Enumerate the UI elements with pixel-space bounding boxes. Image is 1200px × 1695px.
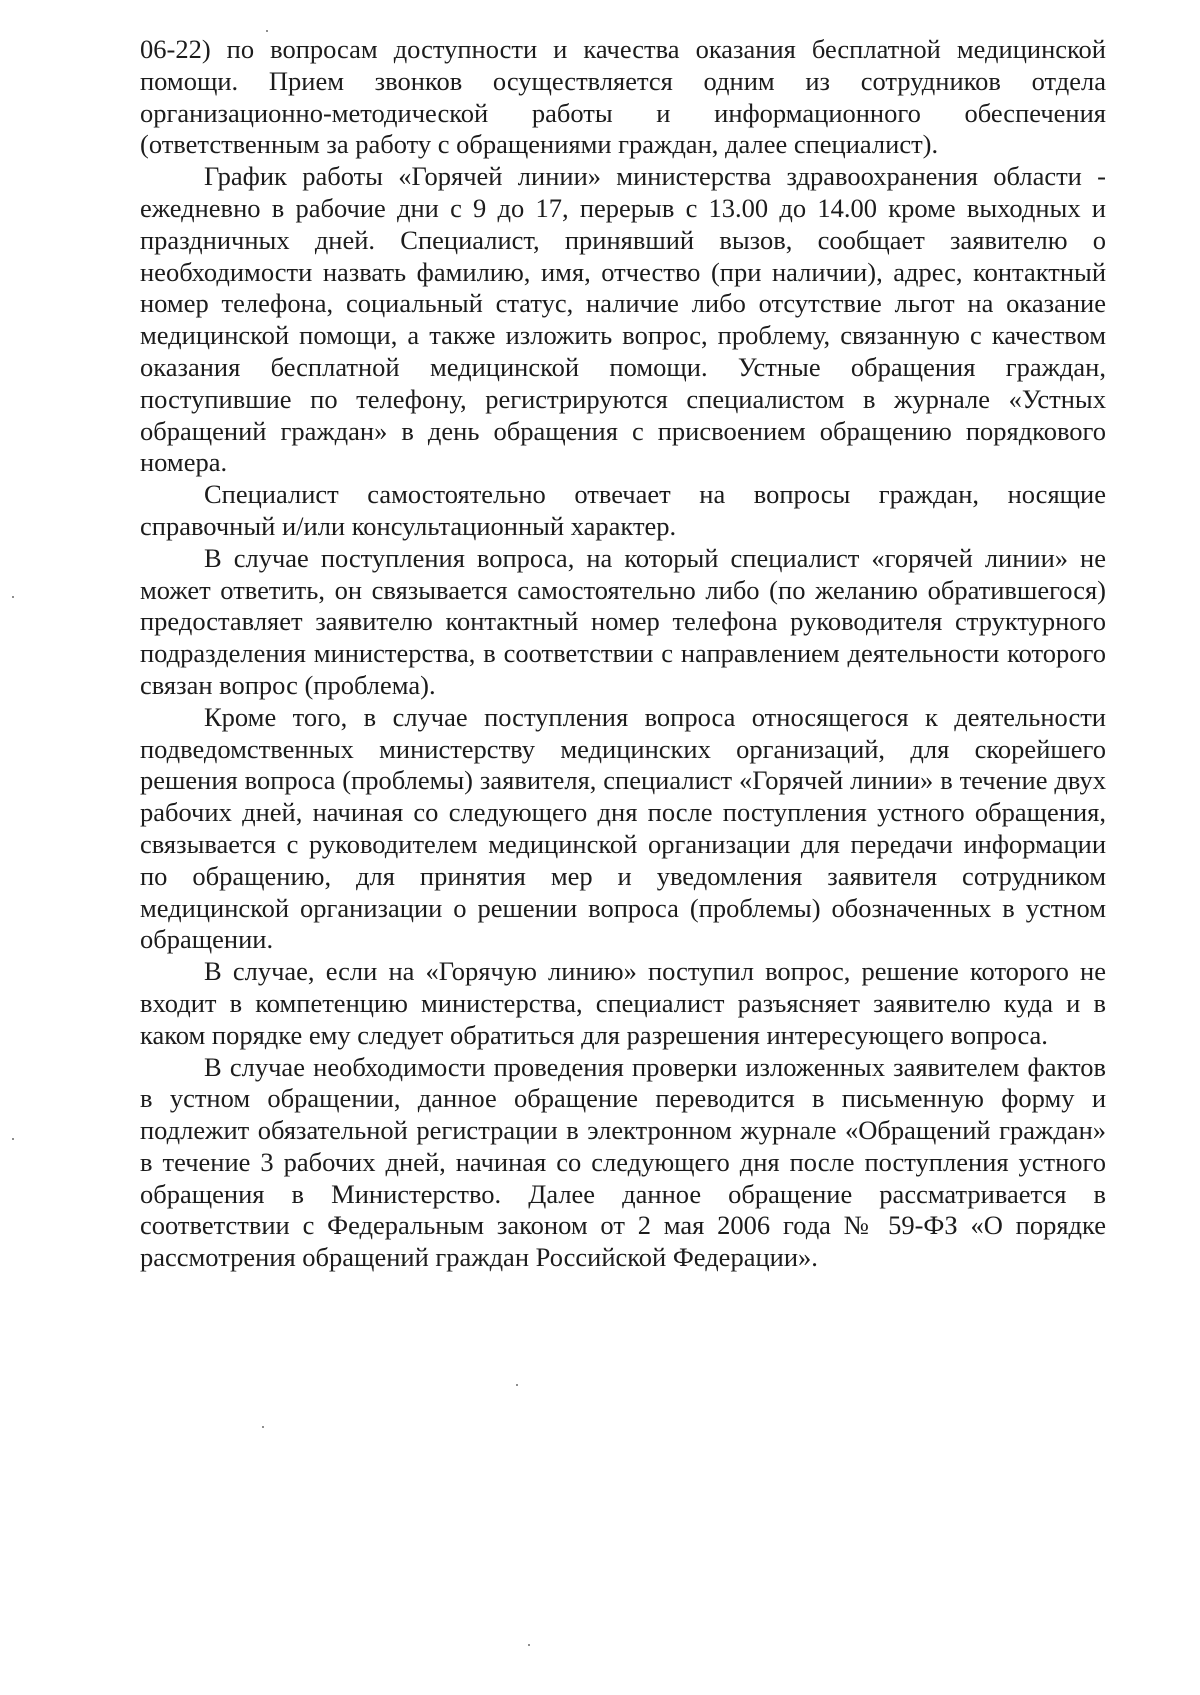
paragraph-work-schedule: График работы «Горячей линии» министерства здравоохранения области - ежедневно в рабочие дни с 9 до 17, перерыв с 13.00 до 14.00 кроме выходных и праздничных дней. Специалист, принявший вызов, сообщает заявителю о необходимости назвать фамилию, имя, отчество (при наличии), адрес, контактный номер телефона, социальный статус, наличие либо отсутствие льгот на оказание медицинской помощи, а также изложить вопрос, проблему, связанную с качеством оказания бесплатной медицинской помощи. Устные обращения граждан, поступившие по телефону, регистрируются специалистом в журнале «Устных обращений граждан» в день обращения с присвоением обращению порядкового номера.: [140, 161, 1106, 478]
paragraph-hotline-intro: 06-22) по вопросам доступности и качества оказания бесплатной медицинской помощи. Прием звонков осуществляется одним из сотрудников отдела организационно-методической работы и информационного обеспечения (ответственным за работу с обращениями граждан, далее специалист).: [140, 34, 1106, 160]
paragraph-unanswered-question: В случае поступления вопроса, на который специалист «горячей линии» не может ответить, он связывается самостоятельно либо (по желанию обратившегося) предоставляет заявителю контактный номер телефона руководителя структурного подразделения министерства, в соответствии с направлением деятельности которого связан вопрос (проблема).: [140, 542, 1106, 700]
scan-speck: [516, 1384, 518, 1386]
scan-speck: [262, 1426, 264, 1428]
paragraph-outside-competence: В случае, если на «Горячую линию» поступил вопрос, решение которого не входит в компетенцию министерства, специалист разъясняет заявителю куда и в каком порядке ему следует обратиться для разрешения интересующего вопроса.: [140, 956, 1106, 1050]
paragraph-written-registration: В случае необходимости проведения проверки изложенных заявителем фактов в устном обращении, данное обращение переводится в письменную форму и подлежит обязательной регистрации в электронном журнале «Обращений граждан» в течение 3 рабочих дней, начиная со следующего дня после поступления устного обращения в Министерство. Далее данное обращение рассматривается в соответствии с Федеральным законом от 2 мая 2006 года № 59-ФЗ «О порядке рассмотрения обращений граждан Российской Федерации».: [140, 1051, 1106, 1273]
scan-speck: [12, 1138, 14, 1140]
paragraph-subordinate-organizations: Кроме того, в случае поступления вопроса относящегося к деятельности подведомственных министерству медицинских организаций, для скорейшего решения вопроса (проблемы) заявителя, специалист «Горячей линии» в течение двух рабочих дней, начиная со следующего дня после поступления устного обращения, связывается с руководителем медицинской организации для передачи информации по обращению, для принятия мер и уведомления заявителя сотрудником медицинской организации о решении вопроса (проблемы) обозначенных в устном обращении.: [140, 701, 1106, 955]
document-body: [140, 34, 1106, 1274]
scan-speck: [266, 30, 268, 32]
scan-speck: [528, 1644, 530, 1646]
paragraph-reference-answers: Специалист самостоятельно отвечает на вопросы граждан, носящие справочный и/или консультационный характер.: [140, 479, 1106, 541]
scan-speck: [12, 596, 14, 598]
